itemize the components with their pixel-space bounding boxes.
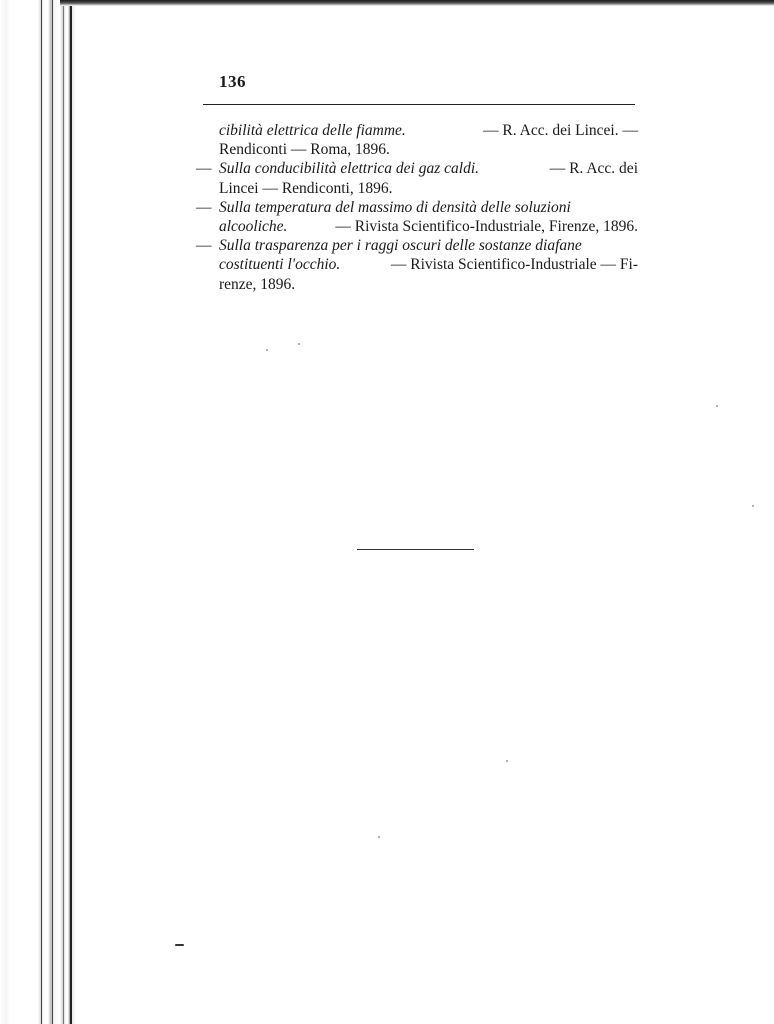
reference-item — [196, 198, 638, 236]
reference-line — [219, 236, 638, 255]
reference-item — [196, 159, 638, 197]
reference-title: Sulla trasparenza per i raggi oscuri delle sostanze diafane — [219, 237, 582, 255]
reference-source: Lincei — Rendiconti, 1896. — [219, 179, 393, 197]
scan-speck — [298, 343, 300, 345]
reference-line — [219, 275, 638, 294]
reference-dash: — — [196, 160, 212, 178]
reference-item — [196, 121, 638, 159]
reference-list — [196, 121, 638, 294]
page-top-edge — [60, 0, 774, 6]
reference-title: Sulla temperatura del massimo di densità delle soluzioni — [219, 198, 571, 216]
reference-dash: — — [196, 198, 212, 216]
scan-speck — [378, 836, 380, 838]
reference-title: cibilità elettrica delle fiamme. — [219, 122, 406, 139]
reference-source: — Rivista Scientifico-Industriale — Fi- — [390, 256, 638, 274]
reference-line — [219, 198, 638, 217]
reference-source: Rendiconti — Roma, 1896. — [219, 141, 390, 159]
scan-speck — [506, 760, 508, 762]
header-rule — [203, 104, 635, 105]
reference-line — [219, 217, 638, 236]
gutter-line — [70, 0, 72, 1024]
gutter-line — [41, 0, 42, 1024]
reference-item — [196, 236, 638, 294]
reference-title: costituenti l'occhio. — [219, 256, 341, 274]
gutter-line — [52, 0, 53, 1024]
reference-line — [219, 179, 638, 198]
reference-line — [219, 121, 638, 140]
scan-speck — [266, 349, 268, 351]
end-rule — [357, 549, 474, 550]
reference-title: Sulla conducibilità elettrica dei gaz caldi. — [219, 160, 480, 178]
reference-title: alcooliche. — [219, 218, 288, 236]
scan-speck — [716, 405, 718, 407]
reference-source: — Rivista Scientifico-Industriale, Firenze, 1896. — [335, 218, 638, 236]
scan-speck — [752, 505, 754, 507]
page-number: 136 — [219, 72, 246, 91]
scan-speck — [175, 944, 184, 946]
reference-source: renze, 1896. — [219, 275, 296, 293]
reference-dash: — — [196, 237, 212, 255]
book-gutter — [0, 0, 76, 1024]
reference-line — [219, 255, 638, 274]
reference-line — [219, 140, 638, 159]
reference-source: — R. Acc. dei — [549, 160, 638, 178]
gutter-line — [63, 0, 64, 1024]
reference-line — [219, 159, 638, 178]
reference-source: — R. Acc. dei Lincei. — — [483, 122, 638, 139]
